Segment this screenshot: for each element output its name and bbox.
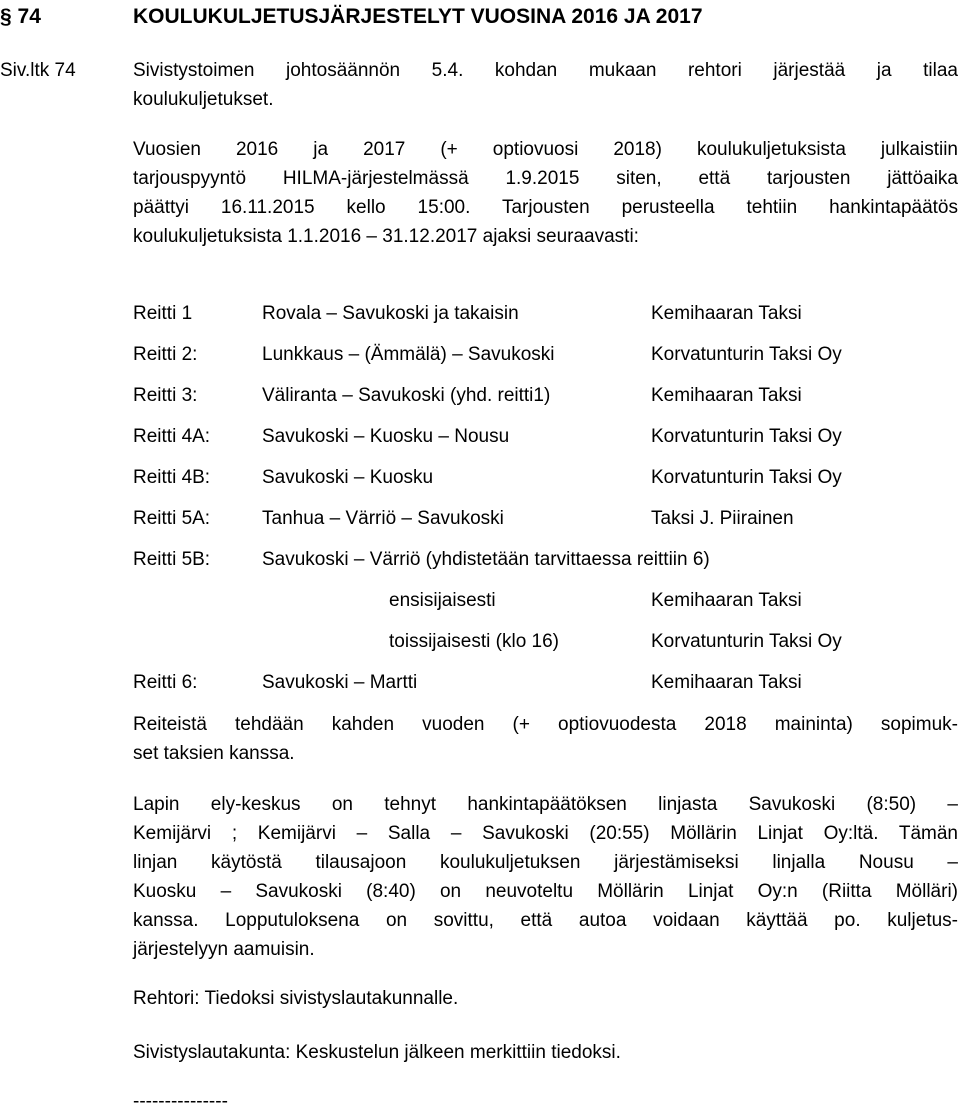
route-id: Reitti 4B: bbox=[133, 467, 211, 488]
intro-line: koulukuljetukset. bbox=[133, 89, 274, 110]
proposal-text: Rehtori: Tiedoksi sivistyslautakunnalle. bbox=[133, 988, 459, 1009]
route-subrow bbox=[133, 587, 958, 615]
route-row bbox=[133, 423, 958, 451]
route-row bbox=[133, 669, 958, 697]
section-title: KOULUKULJETUSJÄRJESTELYT VUOSINA 2016 JA 2017 bbox=[133, 5, 703, 28]
route-row bbox=[133, 300, 958, 328]
route-id: Reitti 5B: bbox=[133, 549, 211, 570]
route-id: Reitti 4A: bbox=[133, 426, 211, 447]
tender-line: Vuosien 2016 ja 2017 (+ optiovuosi 2018) koulukuljetuksista julkaistiin bbox=[133, 139, 958, 160]
intro-line: Sivistystoimen johtosäännön 5.4. kohdan mukaan rehtori järjestää ja tilaa bbox=[133, 60, 958, 81]
route-operator: Korvatunturin Taksi Oy bbox=[651, 631, 842, 652]
route-operator: Taksi J. Piirainen bbox=[651, 508, 794, 529]
intro-paragraph bbox=[133, 56, 958, 114]
route-operator: Korvatunturin Taksi Oy bbox=[651, 467, 842, 488]
reference-label: Siv.ltk 74 bbox=[0, 60, 76, 81]
section-header bbox=[0, 2, 960, 32]
tender-line: päättyi 16.11.2015 kello 15:00. Tarjousten perusteella tehtiin hankintapäätös bbox=[133, 197, 958, 218]
contracts-line: Reiteistä tehdään kahden vuoden (+ optiovuodesta 2018 maininta) sopimuk- bbox=[133, 714, 958, 735]
route-operator: Kemihaaran Taksi bbox=[651, 672, 802, 693]
route-path: Lunkkaus – (Ämmälä) – Savukoski bbox=[262, 344, 555, 365]
route-row bbox=[133, 341, 958, 369]
route-operator: Kemihaaran Taksi bbox=[651, 590, 802, 611]
ely-line: Lapin ely-keskus on tehnyt hankintapäätöksen linjasta Savukoski (8:50) – bbox=[133, 794, 958, 815]
route-path: Rovala – Savukoski ja takaisin bbox=[262, 303, 519, 324]
route-id: Reitti 1 bbox=[133, 303, 193, 324]
route-operator: Kemihaaran Taksi bbox=[651, 385, 802, 406]
route-row bbox=[133, 382, 958, 410]
ely-line: Kuosku – Savukoski (8:40) on neuvoteltu Möllärin Linjat Oy:n (Riitta Mölläri) bbox=[133, 881, 958, 902]
route-operator: Korvatunturin Taksi Oy bbox=[651, 344, 842, 365]
route-subrow bbox=[133, 628, 958, 656]
ely-line: linjan käytöstä tilausajoon koulukuljetuksen järjestämiseksi linjalla Nousu – bbox=[133, 852, 958, 873]
contracts-line: set taksien kanssa. bbox=[133, 743, 295, 764]
contracts-paragraph bbox=[133, 710, 958, 768]
route-path: Savukoski – Kuosku – Nousu bbox=[262, 426, 510, 447]
route-path: Väliranta – Savukoski (yhd. reitti1) bbox=[262, 385, 551, 406]
route-operator: Kemihaaran Taksi bbox=[651, 303, 802, 324]
ely-paragraph bbox=[133, 790, 958, 964]
tender-line: tarjouspyyntö HILMA-järjestelmässä 1.9.2015 siten, että tarjousten jättöaika bbox=[133, 168, 958, 189]
ely-line: järjestelyyn aamuisin. bbox=[133, 939, 315, 960]
route-path: Tanhua – Värriö – Savukoski bbox=[262, 508, 504, 529]
ely-line: Kemijärvi ; Kemijärvi – Salla – Savukoski (20:55) Möllärin Linjat Oy:ltä. Tämän bbox=[133, 823, 958, 844]
route-row bbox=[133, 546, 958, 574]
route-priority: ensisijaisesti bbox=[389, 590, 496, 611]
route-path: Savukoski – Värriö (yhdistetään tarvittaessa reittiin 6) bbox=[262, 549, 710, 570]
route-path: Savukoski – Kuosku bbox=[262, 467, 434, 488]
route-priority: toissijaisesti (klo 16) bbox=[389, 631, 559, 652]
tender-paragraph bbox=[133, 135, 958, 251]
route-id: Reitti 5A: bbox=[133, 508, 211, 529]
ely-line: kanssa. Lopputuloksena on sovittu, että autoa voidaan käyttää po. kuljetus- bbox=[133, 910, 958, 931]
tender-line: koulukuljetuksista 1.1.2016 – 31.12.2017 ajaksi seuraavasti: bbox=[133, 226, 639, 247]
route-row bbox=[133, 464, 958, 492]
route-path: Savukoski – Martti bbox=[262, 672, 418, 693]
route-id: Reitti 6: bbox=[133, 672, 198, 693]
proposal-paragraph bbox=[133, 984, 958, 1013]
route-row bbox=[133, 505, 958, 533]
route-id: Reitti 3: bbox=[133, 385, 198, 406]
decision-text: Sivistyslautakunta: Keskustelun jälkeen merkittiin tiedoksi. bbox=[133, 1042, 621, 1063]
route-id: Reitti 2: bbox=[133, 344, 198, 365]
route-operator: Korvatunturin Taksi Oy bbox=[651, 426, 842, 447]
section-number: § 74 bbox=[0, 5, 41, 28]
decision-paragraph bbox=[133, 1038, 958, 1067]
separator-line: --------------- bbox=[133, 1091, 228, 1112]
